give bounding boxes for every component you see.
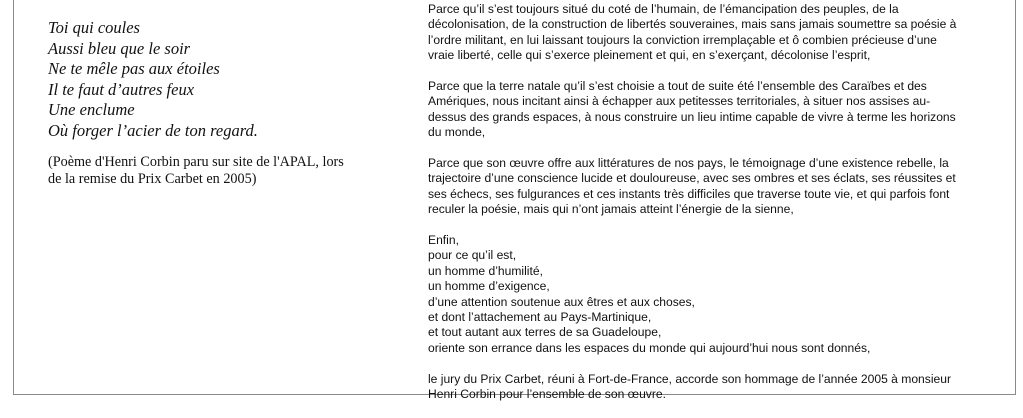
text-line: Parce qu’il s’est toujours situé du coté de l’humain, de l’émancipation des peuples, de la xyxy=(428,2,899,16)
text-line: un homme d’humilité, xyxy=(428,263,543,278)
text-line: oriente son errance dans les espaces du monde qui aujourd’hui nous sont donnés, xyxy=(428,340,871,355)
text-line: Parce que son œuvre offre aux littératures de nos pays, le témoignage d’une existence rebelle, la xyxy=(428,156,949,171)
text-line: dessus des grands espaces, à nous construire un lieu intime capable de vivre à terme les horizons xyxy=(428,109,956,124)
citation-column xyxy=(428,2,1003,418)
poem-caption xyxy=(48,154,393,188)
citation-paragraph xyxy=(428,2,1003,64)
citation-paragraph xyxy=(428,372,1003,403)
poem-line: Aussi bleu que le soir xyxy=(48,38,191,58)
text-line: reculer la poésie, mais qui n’ont jamais atteint l’énergie de la sienne, xyxy=(428,202,794,217)
text-line: et tout autant aux terres de sa Guadeloupe, xyxy=(428,325,662,340)
poem xyxy=(48,18,393,142)
poem-line: Il te faut d’autres feux xyxy=(48,79,195,99)
text-line: trajectoire d’une conscience lucide et douloureuse, avec ses ombres et ses éclats, ses réussites et xyxy=(428,171,956,186)
text-line: Amériques, nous incitant ainsi à échapper aux petitesses territoriales, à situer nos assises au- xyxy=(428,94,931,109)
text-line: l’ordre militant, en lui laissant toujours la conviction irremplaçable et ô combien précieuse d’une xyxy=(428,32,937,47)
citation-paragraph xyxy=(428,233,1003,356)
text-line: pour ce qu’il est, xyxy=(428,248,517,263)
text-line: vraie liberté, celle qui s’exerce pleinement et qui, en s’exerçant, décolonise l’esprit, xyxy=(428,48,871,63)
text-line: Parce que la terre natale qu’il s’est choisie a tout de suite été l’ensemble des Caraïbes et des xyxy=(428,79,927,94)
citation-paragraph xyxy=(428,79,1003,141)
text-line: et dont l’attachement au Pays-Martinique, xyxy=(428,310,652,325)
poem-line: Une enclume xyxy=(48,100,135,120)
caption-line: de la remise du Prix Carbet en 2005) xyxy=(48,170,257,187)
text-line: Henri Corbin pour l’ensemble de son œuvre. xyxy=(428,387,666,402)
text-line: d’une attention soutenue aux êtres et aux choses, xyxy=(428,294,695,309)
text-line: Enfin, xyxy=(428,233,459,248)
citation-paragraph xyxy=(428,156,1003,218)
text-line: du monde, xyxy=(428,125,486,140)
text-line: un homme d’exigence, xyxy=(428,279,550,294)
poem-line: Toi qui coules xyxy=(48,18,140,37)
caption-line: (Poème d'Henri Corbin paru sur site de l'APAL, lors xyxy=(48,153,344,170)
poem-line: Où forger l’acier de ton regard. xyxy=(48,120,258,140)
text-line: décolonisation, de la construction de libertés souveraines, mais sans jamais soumettre sa poésie à xyxy=(428,17,957,32)
poem-column xyxy=(48,18,393,188)
text-line: ses échecs, ses fulgurances et ces instants très difficiles que traverse toute vie, et qui parfois font xyxy=(428,186,950,201)
text-line: le jury du Prix Carbet, réuni à Fort-de-France, accorde son hommage de l’année 2005 à monsieur xyxy=(428,371,951,386)
content-frame xyxy=(13,0,1016,402)
poem-line: Ne te mêle pas aux étoiles xyxy=(48,59,220,79)
